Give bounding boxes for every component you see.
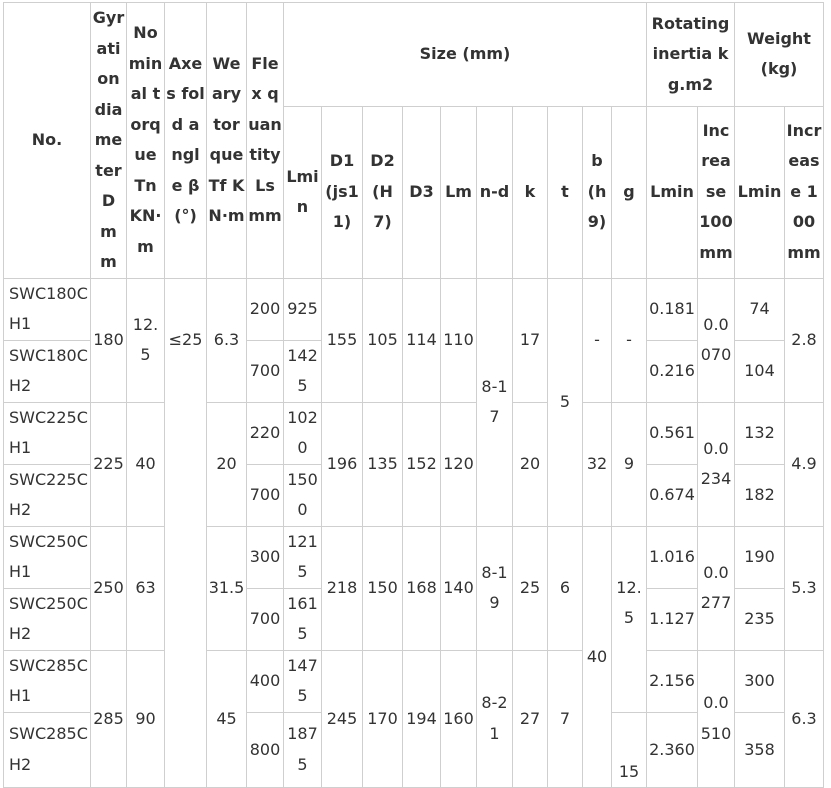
cell-weight-increase: 4.9 bbox=[785, 402, 824, 526]
cell-rotating-increase: 0.0234 bbox=[698, 402, 735, 526]
cell-weary-torque: 6.3 bbox=[207, 278, 247, 402]
cell-g: 12.5 bbox=[612, 526, 647, 712]
cell-weary-torque: 20 bbox=[207, 402, 247, 526]
cell-rotating-lmin: 1.016 bbox=[647, 526, 698, 588]
cell-no: SWC250CH2 bbox=[4, 588, 91, 650]
cell-d2: 105 bbox=[363, 278, 403, 402]
cell-no: SWC225CH1 bbox=[4, 402, 91, 464]
cell-d3: 168 bbox=[403, 526, 441, 650]
cell-lmin: 1875 bbox=[284, 712, 322, 788]
cell-axes-angle: ≤25 bbox=[165, 278, 207, 788]
header-nominal-torque: Nominal torque Tn KN·m bbox=[127, 3, 165, 279]
table-row bbox=[4, 650, 824, 712]
header-size: Size (mm) bbox=[284, 3, 647, 107]
cell-lmin: 1500 bbox=[284, 464, 322, 526]
spec-table bbox=[3, 2, 824, 788]
cell-d2: 170 bbox=[363, 650, 403, 788]
cell-weight-lmin: 132 bbox=[735, 402, 785, 464]
cell-d1: 155 bbox=[322, 278, 363, 402]
cell-gyration: 225 bbox=[91, 402, 127, 526]
cell-flex: 400 bbox=[247, 650, 284, 712]
header-gyration-diameter: Gyration diameter D mm bbox=[91, 3, 127, 279]
cell-weight-lmin: 358 bbox=[735, 712, 785, 788]
cell-t: 5 bbox=[548, 278, 583, 526]
header-no: No. bbox=[4, 3, 91, 279]
cell-nd: 8-17 bbox=[477, 278, 513, 526]
header-rotating-lmin: Lmin bbox=[647, 106, 698, 278]
cell-torque: 12.5 bbox=[127, 278, 165, 402]
cell-d1: 245 bbox=[322, 650, 363, 788]
cell-rotating-lmin: 2.360 bbox=[647, 712, 698, 788]
cell-lmin: 1475 bbox=[284, 650, 322, 712]
cell-g: 15 bbox=[612, 712, 647, 788]
cell-lmin: 1020 bbox=[284, 402, 322, 464]
table-row bbox=[4, 526, 824, 588]
cell-k: 25 bbox=[513, 526, 548, 650]
cell-weight-lmin: 104 bbox=[735, 340, 785, 402]
header-d3: D3 bbox=[403, 106, 441, 278]
cell-no: SWC180CH1 bbox=[4, 278, 91, 340]
cell-flex: 200 bbox=[247, 278, 284, 340]
cell-rotating-increase: 0.0277 bbox=[698, 526, 735, 650]
cell-d1: 218 bbox=[322, 526, 363, 650]
header-rotating-inertia: Rotating inertia kg.m2 bbox=[647, 3, 735, 107]
cell-nd: 8-21 bbox=[477, 650, 513, 788]
cell-d2: 150 bbox=[363, 526, 403, 650]
cell-g: 9 bbox=[612, 402, 647, 526]
cell-nd: 8-19 bbox=[477, 526, 513, 650]
cell-flex: 800 bbox=[247, 712, 284, 788]
cell-rotating-lmin: 1.127 bbox=[647, 588, 698, 650]
cell-weight-increase: 5.3 bbox=[785, 526, 824, 650]
header-weight-increase: Increase 100 mm bbox=[785, 106, 824, 278]
cell-no: SWC285CH2 bbox=[4, 712, 91, 788]
cell-rotating-lmin: 0.181 bbox=[647, 278, 698, 340]
cell-rotating-lmin: 0.674 bbox=[647, 464, 698, 526]
cell-flex: 300 bbox=[247, 526, 284, 588]
cell-k: 20 bbox=[513, 402, 548, 526]
cell-flex: 700 bbox=[247, 588, 284, 650]
cell-rotating-lmin: 0.216 bbox=[647, 340, 698, 402]
cell-weight-lmin: 190 bbox=[735, 526, 785, 588]
cell-d3: 114 bbox=[403, 278, 441, 402]
cell-d3: 194 bbox=[403, 650, 441, 788]
cell-weight-lmin: 182 bbox=[735, 464, 785, 526]
cell-weight-lmin: 74 bbox=[735, 278, 785, 340]
header-t: t bbox=[548, 106, 583, 278]
header-axes-fold-angle: Axes fold angle β (°) bbox=[165, 3, 207, 279]
cell-torque: 63 bbox=[127, 526, 165, 650]
cell-weary-torque: 45 bbox=[207, 650, 247, 788]
header-lm: Lm bbox=[441, 106, 477, 278]
cell-d1: 196 bbox=[322, 402, 363, 526]
cell-weary-torque: 31.5 bbox=[207, 526, 247, 650]
cell-k: 17 bbox=[513, 278, 548, 402]
cell-g: - bbox=[612, 278, 647, 402]
cell-gyration: 285 bbox=[91, 650, 127, 788]
cell-lmin: 1425 bbox=[284, 340, 322, 402]
header-flex-quantity: Flex quantity Ls mm bbox=[247, 3, 284, 279]
cell-lm: 140 bbox=[441, 526, 477, 650]
header-weight-lmin: Lmin bbox=[735, 106, 785, 278]
cell-weight-increase: 6.3 bbox=[785, 650, 824, 788]
cell-gyration: 250 bbox=[91, 526, 127, 650]
cell-b: 40 bbox=[583, 526, 612, 788]
cell-no: SWC180CH2 bbox=[4, 340, 91, 402]
header-g: g bbox=[612, 106, 647, 278]
cell-t: 7 bbox=[548, 650, 583, 788]
cell-d2: 135 bbox=[363, 402, 403, 526]
cell-torque: 90 bbox=[127, 650, 165, 788]
cell-flex: 700 bbox=[247, 464, 284, 526]
cell-rotating-increase: 0.0510 bbox=[698, 650, 735, 788]
cell-d3: 152 bbox=[403, 402, 441, 526]
cell-weight-increase: 2.8 bbox=[785, 278, 824, 402]
cell-flex: 700 bbox=[247, 340, 284, 402]
header-k: k bbox=[513, 106, 548, 278]
cell-b: 32 bbox=[583, 402, 612, 526]
cell-lmin: 925 bbox=[284, 278, 322, 340]
header-weight: Weight (kg) bbox=[735, 3, 824, 107]
header-lmin: Lmin bbox=[284, 106, 322, 278]
header-d1: D1 (js11) bbox=[322, 106, 363, 278]
header-rotating-increase: Increase 100 mm bbox=[698, 106, 735, 278]
cell-b: - bbox=[583, 278, 612, 402]
cell-lmin: 1215 bbox=[284, 526, 322, 588]
cell-t: 6 bbox=[548, 526, 583, 650]
cell-no: SWC250CH1 bbox=[4, 526, 91, 588]
cell-k: 27 bbox=[513, 650, 548, 788]
cell-no: SWC225CH2 bbox=[4, 464, 91, 526]
header-b: b (h9) bbox=[583, 106, 612, 278]
cell-flex: 220 bbox=[247, 402, 284, 464]
cell-torque: 40 bbox=[127, 402, 165, 526]
header-weary-torque: Weary torque Tf KN·m bbox=[207, 3, 247, 279]
cell-weight-lmin: 300 bbox=[735, 650, 785, 712]
header-nd: n-d bbox=[477, 106, 513, 278]
cell-lm: 160 bbox=[441, 650, 477, 788]
header-d2: D2 (H7) bbox=[363, 106, 403, 278]
cell-lmin: 1615 bbox=[284, 588, 322, 650]
cell-rotating-lmin: 2.156 bbox=[647, 650, 698, 712]
cell-gyration: 180 bbox=[91, 278, 127, 402]
table-row bbox=[4, 278, 824, 340]
cell-rotating-lmin: 0.561 bbox=[647, 402, 698, 464]
cell-rotating-increase: 0.0070 bbox=[698, 278, 735, 402]
cell-lm: 110 bbox=[441, 278, 477, 402]
cell-no: SWC285CH1 bbox=[4, 650, 91, 712]
table-row bbox=[4, 402, 824, 464]
cell-weight-lmin: 235 bbox=[735, 588, 785, 650]
cell-lm: 120 bbox=[441, 402, 477, 526]
